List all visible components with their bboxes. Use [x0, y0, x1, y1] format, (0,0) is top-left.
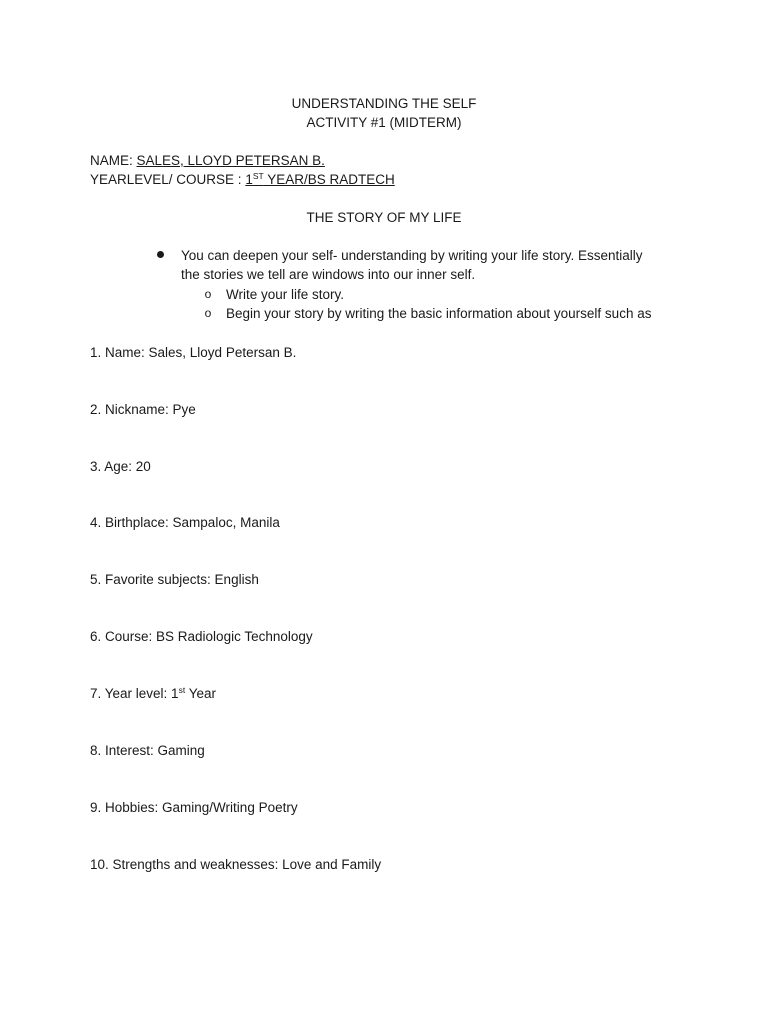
- year-course-rest: YEAR/BS RADTECH: [263, 172, 395, 187]
- list-item-nickname: 2. Nickname: Pye: [90, 402, 196, 417]
- list-item-year-level: [90, 684, 216, 703]
- list-item-hobbies: 9. Hobbies: Gaming/Writing Poetry: [90, 800, 298, 815]
- name-line: [90, 151, 325, 170]
- year-course-line: [90, 170, 395, 189]
- list-item-age: 3. Age: 20: [90, 459, 151, 474]
- list-item-course: 6. Course: BS Radiologic Technology: [90, 629, 313, 644]
- list-item-birthplace: 4. Birthplace: Sampaloc, Manila: [90, 515, 280, 530]
- year-level-ordinal: st: [178, 685, 186, 695]
- sub-instruction-1: Write your life story.: [226, 287, 345, 302]
- sub-bullet-icon: o: [204, 287, 212, 301]
- year-course-label: YEARLEVEL/ COURSE :: [90, 172, 246, 187]
- list-item-interest: 8. Interest: Gaming: [90, 743, 205, 758]
- year-level-text: 7. Year level: 1: [90, 686, 179, 701]
- list-item-name: 1. Name: Sales, Lloyd Petersan B.: [90, 345, 297, 360]
- sub-bullet-icon: o: [204, 306, 212, 320]
- year-number: 1: [245, 172, 253, 187]
- sub-instruction-2: Begin your story by writing the basic information about yourself such as: [226, 306, 652, 321]
- year-ordinal: ST: [252, 171, 264, 181]
- year-course-value: [245, 172, 394, 187]
- name-value: SALES, LLOYD PETERSAN B.: [136, 153, 325, 168]
- list-item-strengths-weaknesses: 10. Strengths and weaknesses: Love and Family: [90, 857, 382, 872]
- document-title: UNDERSTANDING THE SELF: [291, 96, 477, 111]
- bullet-icon: [157, 251, 164, 258]
- name-label: NAME:: [90, 153, 137, 168]
- year-level-rest: Year: [185, 686, 216, 701]
- section-title: THE STORY OF MY LIFE: [306, 210, 462, 225]
- document-subtitle: ACTIVITY #1 (MIDTERM): [306, 115, 462, 130]
- instruction-line-2: the stories we tell are windows into our inner self.: [181, 267, 476, 282]
- list-item-favorite-subjects: 5. Favorite subjects: English: [90, 572, 259, 587]
- instruction-line-1: You can deepen your self- understanding by writing your life story. Essentially: [181, 248, 643, 263]
